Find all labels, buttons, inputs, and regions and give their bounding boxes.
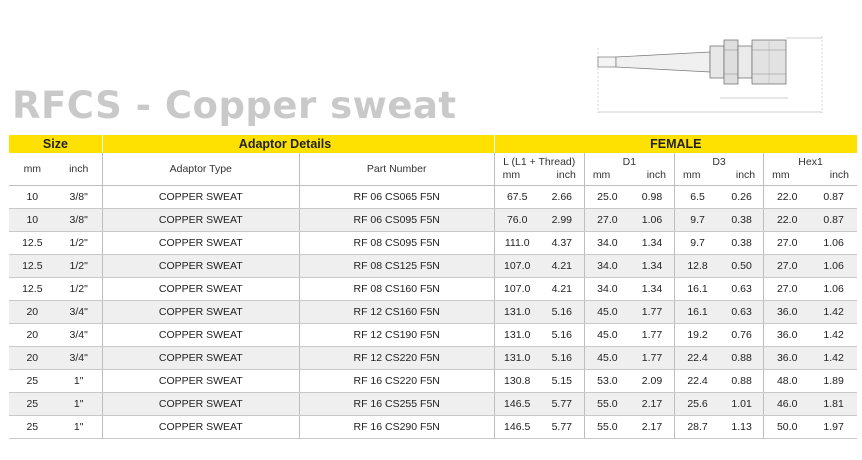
cell-d1-inch: 2.09 (630, 370, 675, 393)
col-d1-inch: inch (646, 169, 666, 181)
cell-hex1-inch: 1.42 (810, 347, 857, 370)
cell-size-inch: 1/2" (56, 232, 103, 255)
cell-part-number: RF 08 CS125 F5N (299, 255, 494, 278)
col-hex1-mm: mm (772, 169, 790, 181)
cell-hex1-inch: 1.81 (810, 393, 857, 416)
table-row (9, 186, 857, 209)
page-title: RFCS - Copper sweat (12, 84, 457, 127)
cell-d1-inch: 1.77 (630, 347, 675, 370)
cell-part-number: RF 08 CS095 F5N (299, 232, 494, 255)
cell-hex1-mm: 27.0 (764, 278, 811, 301)
cell-adaptor-type: COPPER SWEAT (102, 370, 299, 393)
cell-size-inch: 3/4" (56, 301, 103, 324)
cell-d3-inch: 1.01 (720, 393, 764, 416)
table-body (9, 186, 857, 439)
cell-d1-mm: 55.0 (584, 416, 630, 439)
cell-d1-mm: 34.0 (584, 278, 630, 301)
cell-part-number: RF 08 CS160 F5N (299, 278, 494, 301)
cell-hex1-inch: 1.42 (810, 324, 857, 347)
table-row (9, 370, 857, 393)
cell-adaptor-type: COPPER SWEAT (102, 416, 299, 439)
cell-size-inch: 1" (56, 393, 103, 416)
cell-hex1-inch: 0.87 (810, 186, 857, 209)
cell-d3-inch: 0.88 (720, 347, 764, 370)
table-row (9, 278, 857, 301)
adaptor-group-header: Adaptor Details (102, 135, 494, 153)
cell-hex1-inch: 0.87 (810, 209, 857, 232)
cell-d3-inch: 0.63 (720, 278, 764, 301)
cell-d1-mm: 25.0 (584, 186, 630, 209)
cell-part-number: RF 12 CS190 F5N (299, 324, 494, 347)
cell-hex1-mm: 50.0 (764, 416, 811, 439)
cell-size-inch: 1" (56, 370, 103, 393)
female-group-header: FEMALE (494, 135, 857, 153)
col-d3-label: D3 (712, 156, 726, 168)
fitting-drawing (570, 28, 830, 123)
cell-l-inch: 5.77 (540, 393, 585, 416)
col-part-number: Part Number (299, 153, 494, 186)
cell-d1-mm: 45.0 (584, 324, 630, 347)
col-l-mm: mm (502, 169, 521, 181)
cell-d1-mm: 55.0 (584, 393, 630, 416)
col-d1-mm: mm (592, 169, 611, 181)
cell-l-inch: 5.16 (540, 301, 585, 324)
col-adaptor-type: Adaptor Type (102, 153, 299, 186)
cell-l-inch: 2.99 (540, 209, 585, 232)
cell-d3-mm: 9.7 (674, 209, 720, 232)
cell-adaptor-type: COPPER SWEAT (102, 209, 299, 232)
cell-d3-inch: 0.38 (720, 232, 764, 255)
cell-l-inch: 5.15 (540, 370, 585, 393)
cell-l-inch: 5.77 (540, 416, 585, 439)
cell-d1-inch: 2.17 (630, 416, 675, 439)
cell-size-inch: 3/4" (56, 324, 103, 347)
cell-hex1-mm: 27.0 (764, 232, 811, 255)
cell-l-mm: 130.8 (494, 370, 540, 393)
cell-d1-inch: 0.98 (630, 186, 675, 209)
cell-part-number: RF 16 CS290 F5N (299, 416, 494, 439)
col-d3 (674, 153, 763, 186)
cell-d1-inch: 1.34 (630, 278, 675, 301)
cell-size-mm: 25 (9, 393, 56, 416)
cell-hex1-inch: 1.06 (810, 255, 857, 278)
table-row (9, 301, 857, 324)
cell-hex1-inch: 1.89 (810, 370, 857, 393)
cell-adaptor-type: COPPER SWEAT (102, 347, 299, 370)
cell-size-mm: 25 (9, 416, 56, 439)
cell-d1-inch: 1.06 (630, 209, 675, 232)
cell-d3-mm: 25.6 (674, 393, 720, 416)
col-l-inch: inch (556, 169, 576, 181)
cell-size-inch: 3/4" (56, 347, 103, 370)
table-row (9, 232, 857, 255)
cell-hex1-inch: 1.06 (810, 232, 857, 255)
col-l-label: L (L1 + Thread) (503, 156, 576, 168)
cell-part-number: RF 12 CS220 F5N (299, 347, 494, 370)
table-row (9, 416, 857, 439)
cell-hex1-mm: 36.0 (764, 347, 811, 370)
cell-l-mm: 67.5 (494, 186, 540, 209)
cell-size-mm: 12.5 (9, 255, 56, 278)
cell-size-mm: 10 (9, 186, 56, 209)
cell-d1-inch: 1.77 (630, 301, 675, 324)
cell-part-number: RF 16 CS255 F5N (299, 393, 494, 416)
cell-d3-mm: 16.1 (674, 278, 720, 301)
cell-size-mm: 10 (9, 209, 56, 232)
table-row (9, 209, 857, 232)
cell-l-inch: 4.21 (540, 278, 585, 301)
cell-l-inch: 5.16 (540, 324, 585, 347)
col-hex1-label: Hex1 (798, 156, 823, 168)
cell-d3-mm: 22.4 (674, 347, 720, 370)
cell-d1-mm: 34.0 (584, 232, 630, 255)
cell-size-mm: 20 (9, 347, 56, 370)
cell-adaptor-type: COPPER SWEAT (102, 393, 299, 416)
cell-size-mm: 20 (9, 301, 56, 324)
col-hex1-inch: inch (829, 169, 849, 181)
cell-l-inch: 4.21 (540, 255, 585, 278)
cell-d3-mm: 9.7 (674, 232, 720, 255)
cell-l-mm: 131.0 (494, 347, 540, 370)
cell-d1-inch: 1.34 (630, 232, 675, 255)
cell-d1-mm: 53.0 (584, 370, 630, 393)
cell-hex1-mm: 36.0 (764, 324, 811, 347)
cell-size-mm: 12.5 (9, 232, 56, 255)
cell-d3-inch: 0.26 (720, 186, 764, 209)
cell-adaptor-type: COPPER SWEAT (102, 186, 299, 209)
cell-l-mm: 107.0 (494, 278, 540, 301)
cell-d1-mm: 45.0 (584, 347, 630, 370)
cell-d1-mm: 27.0 (584, 209, 630, 232)
cell-d3-inch: 1.13 (720, 416, 764, 439)
cell-part-number: RF 06 CS095 F5N (299, 209, 494, 232)
cell-part-number: RF 16 CS220 F5N (299, 370, 494, 393)
cell-l-mm: 131.0 (494, 301, 540, 324)
cell-d3-inch: 0.63 (720, 301, 764, 324)
cell-l-mm: 146.5 (494, 416, 540, 439)
cell-adaptor-type: COPPER SWEAT (102, 255, 299, 278)
cell-size-inch: 3/8" (56, 209, 103, 232)
col-d3-inch: inch (735, 169, 756, 181)
cell-size-inch: 3/8" (56, 186, 103, 209)
cell-l-mm: 107.0 (494, 255, 540, 278)
cell-size-inch: 1" (56, 416, 103, 439)
cell-d3-inch: 0.88 (720, 370, 764, 393)
cell-hex1-mm: 27.0 (764, 255, 811, 278)
table-row (9, 324, 857, 347)
cell-hex1-inch: 1.42 (810, 301, 857, 324)
cell-l-inch: 2.66 (540, 186, 585, 209)
cell-hex1-mm: 22.0 (764, 186, 811, 209)
cell-d3-mm: 16.1 (674, 301, 720, 324)
cell-part-number: RF 06 CS065 F5N (299, 186, 494, 209)
cell-l-mm: 111.0 (494, 232, 540, 255)
col-size-mm: mm (9, 153, 56, 186)
col-d1 (584, 153, 674, 186)
cell-hex1-mm: 36.0 (764, 301, 811, 324)
cell-hex1-inch: 1.06 (810, 278, 857, 301)
cell-hex1-mm: 48.0 (764, 370, 811, 393)
size-group-header: Size (9, 135, 102, 153)
cell-adaptor-type: COPPER SWEAT (102, 278, 299, 301)
cell-d1-inch: 1.34 (630, 255, 675, 278)
cell-d3-mm: 6.5 (674, 186, 720, 209)
table-row (9, 255, 857, 278)
cell-adaptor-type: COPPER SWEAT (102, 301, 299, 324)
cell-adaptor-type: COPPER SWEAT (102, 232, 299, 255)
col-d3-mm: mm (682, 169, 701, 181)
col-d1-label: D1 (622, 156, 637, 168)
table-row (9, 393, 857, 416)
cell-l-inch: 4.37 (540, 232, 585, 255)
col-size-inch: inch (56, 153, 103, 186)
cell-size-inch: 1/2" (56, 255, 103, 278)
cell-size-mm: 12.5 (9, 278, 56, 301)
cell-size-inch: 1/2" (56, 278, 103, 301)
col-hex1 (764, 153, 857, 186)
cell-d3-inch: 0.38 (720, 209, 764, 232)
table-row (9, 347, 857, 370)
cell-adaptor-type: COPPER SWEAT (102, 324, 299, 347)
cell-size-mm: 25 (9, 370, 56, 393)
cell-d1-mm: 34.0 (584, 255, 630, 278)
col-l (494, 153, 584, 186)
cell-l-mm: 146.5 (494, 393, 540, 416)
cell-d1-inch: 1.77 (630, 324, 675, 347)
cell-d3-mm: 22.4 (674, 370, 720, 393)
cell-l-mm: 76.0 (494, 209, 540, 232)
cell-d1-mm: 45.0 (584, 301, 630, 324)
spec-table (9, 135, 857, 439)
cell-hex1-inch: 1.97 (810, 416, 857, 439)
cell-l-mm: 131.0 (494, 324, 540, 347)
cell-d3-mm: 19.2 (674, 324, 720, 347)
cell-d3-mm: 12.8 (674, 255, 720, 278)
cell-d3-inch: 0.50 (720, 255, 764, 278)
cell-l-inch: 5.16 (540, 347, 585, 370)
cell-d3-inch: 0.76 (720, 324, 764, 347)
cell-size-mm: 20 (9, 324, 56, 347)
cell-hex1-mm: 46.0 (764, 393, 811, 416)
cell-part-number: RF 12 CS160 F5N (299, 301, 494, 324)
cell-hex1-mm: 22.0 (764, 209, 811, 232)
cell-d3-mm: 28.7 (674, 416, 720, 439)
cell-d1-inch: 2.17 (630, 393, 675, 416)
